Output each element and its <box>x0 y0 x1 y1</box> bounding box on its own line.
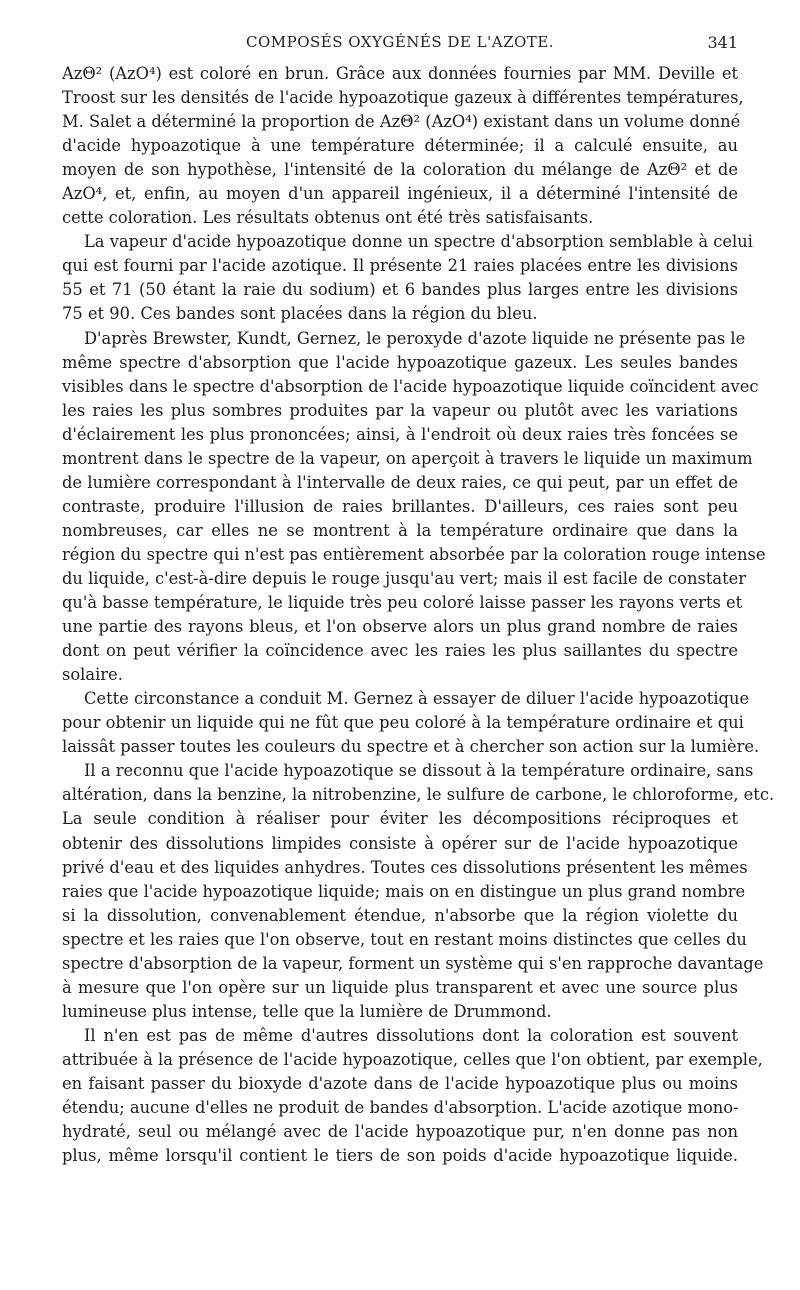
text-line: qui est fourni par l'acide azotique. Il présente 21 raies placées entre les divisions <box>62 256 738 276</box>
text-line: les raies les plus sombres produites par la vapeur ou plutôt avec les variations <box>62 400 738 420</box>
page-number: 341 <box>707 33 738 52</box>
text-line: même spectre d'absorption que l'acide hypoazotique gazeux. Les seules bandes <box>62 352 738 372</box>
text-line: La vapeur d'acide hypoazotique donne un spectre d'absorption semblable à celui <box>84 232 753 252</box>
text-line: dont on peut vérifier la coïncidence avec les raies les plus saillantes du spectre <box>62 641 738 661</box>
text-line: AzO⁴, et, enfin, au moyen d'un appareil ingénieux, il a déterminé l'intensité de <box>62 184 738 204</box>
text-line: pour obtenir un liquide qui ne fût que peu coloré à la température ordinaire et qui <box>62 713 744 733</box>
text-line: spectre d'absorption de la vapeur, forment un système qui s'en rapproche davantage <box>62 953 764 973</box>
text-line: montrent dans le spectre de la vapeur, on aperçoit à travers le liquide un maximum <box>62 448 753 468</box>
text-line: du liquide, c'est-à-dire depuis le rouge jusqu'au vert; mais il est facile de constater <box>62 568 747 588</box>
text-line: d'acide hypoazotique à une température déterminée; il a calculé ensuite, au <box>62 136 738 156</box>
body-text <box>62 62 775 1168</box>
text-line: d'éclairement les plus prononcées; ainsi, à l'endroit où deux raies très foncées se <box>62 424 738 444</box>
text-line: moyen de son hypothèse, l'intensité de la coloration du mélange de AzΘ² et de <box>62 160 738 180</box>
text-line: qu'à basse température, le liquide très peu coloré laisse passer les rayons verts et <box>62 593 743 613</box>
text-line: région du spectre qui n'est pas entièrement absorbée par la coloration rouge intense <box>62 544 766 564</box>
text-line: attribuée à la présence de l'acide hypoazotique, celles que l'on obtient, par exemple, <box>62 1049 763 1069</box>
text-line: obtenir des dissolutions limpides consiste à opérer sur de l'acide hypoazotique <box>62 833 738 853</box>
running-title: COMPOSÉS OXYGÉNÉS DE L'AZOTE. <box>245 33 555 51</box>
text-line: cette coloration. Les résultats obtenus ont été très satisfaisants. <box>62 208 594 228</box>
text-line: de lumière correspondant à l'intervalle de deux raies, ce qui peut, par un effet de <box>62 472 738 492</box>
text-line: Il a reconnu que l'acide hypoazotique se dissout à la température ordinaire, sans <box>84 761 754 781</box>
text-line: hydraté, seul ou mélangé avec de l'acide hypoazotique pur, n'en donne pas non <box>62 1122 738 1142</box>
text-line: raies que l'acide hypoazotique liquide; mais on en distingue un plus grand nombre <box>62 881 746 901</box>
text-line: M. Salet a déterminé la proportion de AzΘ² (AzO⁴) existant dans un volume donné <box>62 112 741 132</box>
text-line: Il n'en est pas de même d'autres dissolutions dont la coloration est souvent <box>84 1025 738 1045</box>
text-line: La seule condition à réaliser pour éviter les décompositions réciproques et <box>62 809 738 829</box>
text-line: privé d'eau et des liquides anhydres. Toutes ces dissolutions présentent les mêmes <box>62 857 748 877</box>
text-line: spectre et les raies que l'on observe, tout en restant moins distinctes que celles du <box>62 929 747 949</box>
text-line: étendu; aucune d'elles ne produit de bandes d'absorption. L'acide azotique mono- <box>62 1098 739 1118</box>
text-line: Troost sur les densités de l'acide hypoazotique gazeux à différentes températures, <box>62 88 744 108</box>
text-line: en faisant passer du bioxyde d'azote dans de l'acide hypoazotique plus ou moins <box>62 1073 738 1093</box>
text-line: à mesure que l'on opère sur un liquide plus transparent et avec une source plus <box>62 977 738 997</box>
text-line: D'après Brewster, Kundt, Gernez, le peroxyde d'azote liquide ne présente pas le <box>84 328 746 348</box>
text-line: altération, dans la benzine, la nitrobenzine, le sulfure de carbone, le chloroforme, etc. <box>62 785 775 805</box>
text-line: 55 et 71 (50 étant la raie du sodium) et 6 bandes plus larges entre les divisions <box>62 280 738 300</box>
text-line: 75 et 90. Ces bandes sont placées dans la région du bleu. <box>62 304 538 324</box>
text-line: AzΘ² (AzO⁴) est coloré en brun. Grâce aux données fournies par MM. Deville et <box>62 64 738 83</box>
text-line: Cette circonstance a conduit M. Gernez à essayer de diluer l'acide hypoazotique <box>84 689 750 709</box>
text-line: laissât passer toutes les couleurs du spectre et à chercher son action sur la lumière. <box>62 737 760 757</box>
text-line: solaire. <box>62 665 123 685</box>
text-line: lumineuse plus intense, telle que la lumière de Drummond. <box>62 1001 552 1021</box>
text-line: contraste, produire l'illusion de raies brillantes. D'ailleurs, ces raies sont peu <box>62 496 738 516</box>
text-line: une partie des rayons bleus, et l'on observe alors un plus grand nombre de raies <box>62 617 738 637</box>
page-header <box>62 33 738 57</box>
text-line: si la dissolution, convenablement étendue, n'absorbe que la région violette du <box>62 905 738 925</box>
text-line: visibles dans le spectre d'absorption de l'acide hypoazotique liquide coïncident avec <box>62 376 759 396</box>
text-line: nombreuses, car elles ne se montrent à la température ordinaire que dans la <box>62 520 738 540</box>
text-line: plus, même lorsqu'il contient le tiers de son poids d'acide hypoazotique liquide. <box>62 1146 738 1166</box>
